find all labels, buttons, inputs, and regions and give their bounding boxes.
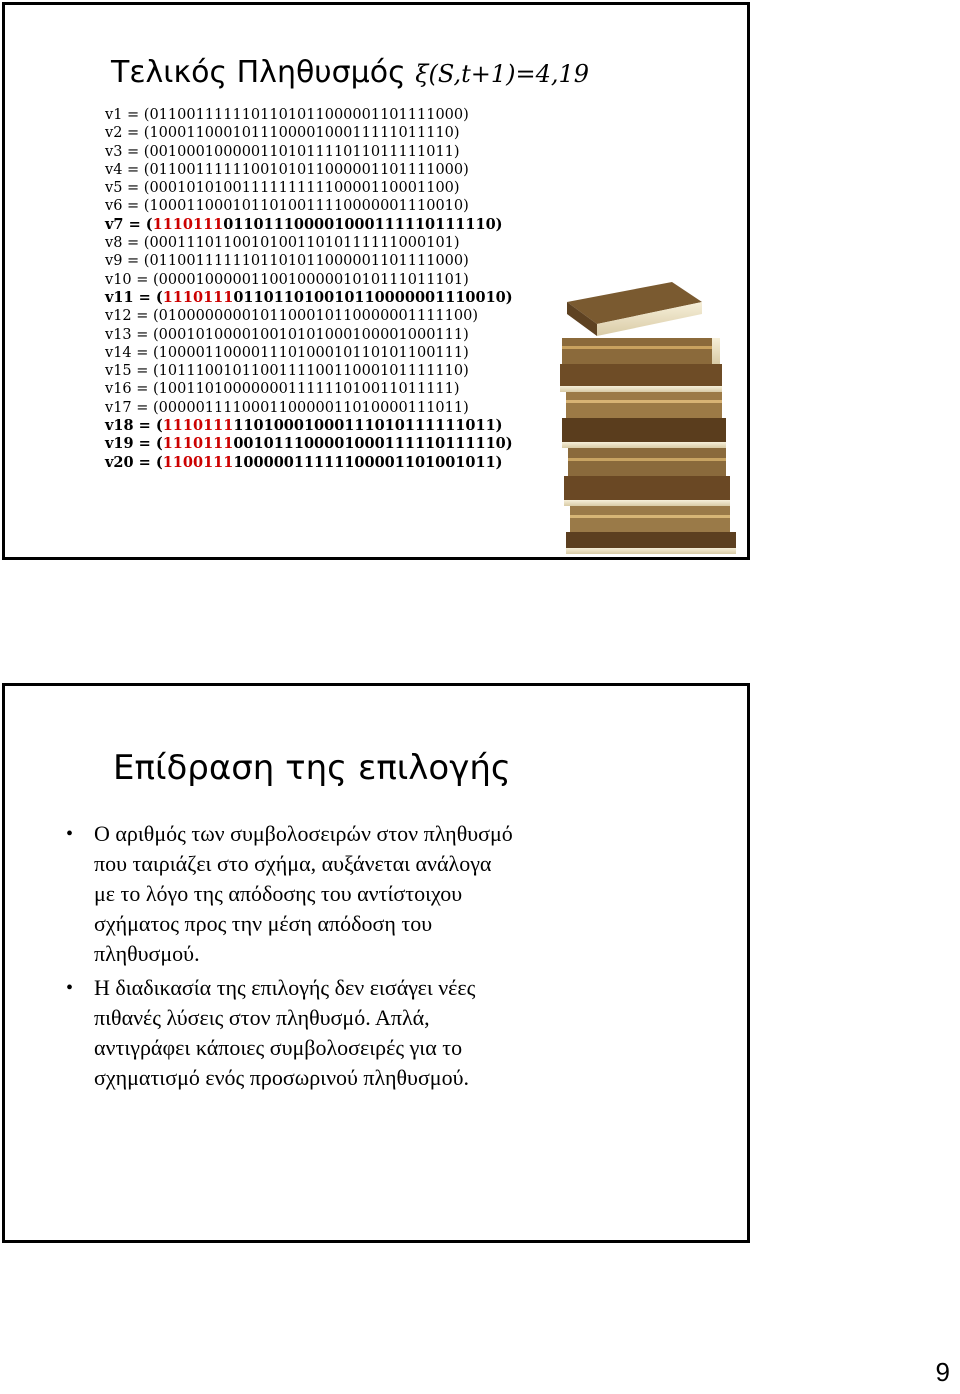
vector-label: v18 = ( — [105, 417, 163, 435]
vector-bits: 01101101001011000000111001 — [233, 288, 496, 306]
book-5 — [562, 418, 726, 448]
vector-label: v13 = ( — [105, 326, 159, 343]
book-7 — [564, 476, 730, 506]
vector-close: 00) — [444, 107, 469, 123]
vector-close: 1) — [485, 453, 503, 471]
book-1 — [567, 282, 702, 336]
vector-row — [105, 362, 513, 380]
vector-bits: 00101110000100011111011111 — [233, 435, 496, 453]
book-3 — [560, 364, 722, 392]
vector-bits: 00010101001111111111000011000110 — [149, 180, 445, 197]
vector-label: v3 = ( — [105, 143, 150, 160]
vector-close: 1) — [453, 271, 469, 288]
book-stack-image — [552, 262, 744, 556]
vector-label: v2 = ( — [105, 125, 150, 142]
vector-label: v12 = ( — [105, 308, 159, 325]
vector-bits: 00010100001001010100010000100011 — [158, 326, 454, 343]
vector-row — [105, 454, 513, 472]
bullet-text: Η διαδικασία της επιλογής δεν εισάγει νέες πιθανές λύσεις στον πληθυσμό. Απλά, αντιγράφει κάποιες συμβολοσειρές για το σχηματισμό ενός προσωρινού πληθυσμού. — [94, 975, 476, 1090]
slide-1-title-main: Τελικός Πληθυσμός — [111, 55, 406, 90]
vector-bits: 01000000001011000101100000011111 — [158, 308, 454, 325]
book-2 — [562, 338, 720, 364]
vector-close: 1) — [444, 235, 460, 252]
vector-highlight: 1110111 — [162, 288, 234, 306]
vector-highlight: 1100111 — [162, 453, 234, 471]
vector-close: 0) — [495, 288, 513, 306]
vector-label: v9 = ( — [105, 253, 150, 270]
vector-close: 00) — [444, 161, 469, 178]
slide-1-title — [111, 55, 589, 90]
vector-bits: 11010001000111010111111011 — [233, 417, 496, 435]
vector-label: v4 = ( — [105, 161, 150, 178]
vector-close: 0) — [485, 215, 503, 233]
vector-bits: 10001100010110100111100000011100 — [149, 198, 445, 215]
vector-label: v11 = ( — [105, 288, 163, 306]
vector-row — [105, 216, 513, 234]
vector-close: ) — [495, 417, 503, 435]
vector-label: v16 = ( — [105, 381, 159, 398]
vector-row — [105, 161, 513, 179]
book-8 — [570, 506, 730, 532]
bullet-item — [66, 819, 516, 969]
vector-label: v6 = ( — [105, 198, 150, 215]
vector-list — [105, 106, 513, 472]
slide-1-title-formula: ξ(S,t+1)=4,19 — [415, 60, 590, 88]
vector-row — [105, 344, 513, 362]
vector-close: 0) — [495, 435, 513, 453]
vector-label: v7 = ( — [105, 215, 153, 233]
vector-close: 00) — [444, 253, 469, 270]
vector-label: v14 = ( — [105, 344, 159, 361]
vector-row — [105, 399, 513, 417]
vector-row — [105, 234, 513, 252]
vector-bits: 00011101100101001101011111100010 — [149, 235, 445, 252]
vector-close: 1) — [453, 399, 469, 416]
vector-row — [105, 380, 513, 398]
vector-close: ) — [453, 381, 460, 398]
bullet-icon: • — [66, 977, 74, 999]
vector-label: v5 = ( — [105, 180, 150, 197]
vector-bits: 00100010000011010111101101111101 — [149, 143, 445, 160]
vector-bits: 00001000001100100000101011101110 — [158, 271, 454, 288]
book-4 — [566, 392, 722, 418]
vector-row — [105, 124, 513, 142]
vector-close: 0) — [453, 363, 469, 380]
bullet-item — [66, 973, 516, 1093]
vector-bits: 01100111111011010110000011011110 — [149, 107, 445, 123]
vector-bits: 10000110000111010001011010110011 — [158, 344, 454, 361]
vector-bits: 01101110000100011111011111 — [223, 215, 486, 233]
vector-bits: 01100111111011010110000011011110 — [149, 253, 445, 270]
vector-label: v17 = ( — [105, 399, 159, 416]
vector-label: v1 = ( — [105, 107, 150, 123]
vector-row — [105, 307, 513, 325]
vector-close: 1) — [453, 326, 469, 343]
vector-label: v20 = ( — [105, 453, 163, 471]
bullet-text: Ο αριθμός των συμβολοσειρών στον πληθυσμό που ταιριάζει στο σχήμα, αυξάνεται ανάλογα με το λόγο της απόδοσης του αντίστοιχου σχήματος προς την μέση απόδοση του πληθυσμού. — [94, 821, 513, 966]
vector-close: 1) — [453, 344, 469, 361]
vector-close: 00) — [453, 308, 478, 325]
vector-row — [105, 143, 513, 161]
vector-row — [105, 197, 513, 215]
vector-label: v15 = ( — [105, 363, 159, 380]
vector-row — [105, 326, 513, 344]
book-6 — [568, 448, 726, 476]
vector-highlight: 1110111 — [152, 215, 224, 233]
vector-close: 1) — [444, 143, 460, 160]
book-9 — [566, 532, 736, 554]
bullet-list — [66, 819, 516, 1097]
vector-row — [105, 106, 513, 124]
vector-label: v8 = ( — [105, 235, 150, 252]
slide-2-title: Επίδραση της επιλογής — [113, 748, 511, 788]
vector-close: 0) — [444, 180, 460, 197]
vector-bits: 10001100010111000010001111101111 — [149, 125, 445, 142]
vector-bits: 00000111100011000001101000011101 — [158, 399, 454, 416]
vector-bits: 01100111111001010110000011011110 — [149, 161, 445, 178]
page-number: 9 — [935, 1357, 950, 1387]
vector-close: 10) — [444, 198, 469, 215]
vector-highlight: 1110111 — [162, 417, 234, 435]
vector-row — [105, 417, 513, 435]
vector-row — [105, 271, 513, 289]
vector-row — [105, 435, 513, 453]
vector-bits: 1000001111110000110100101 — [233, 453, 486, 471]
vector-highlight: 1110111 — [162, 435, 234, 453]
vector-row — [105, 179, 513, 197]
vector-label: v10 = ( — [105, 271, 159, 288]
vector-row — [105, 289, 513, 307]
vector-label: v19 = ( — [105, 435, 163, 453]
vector-bits: 10011010000000111111010011011111 — [158, 381, 454, 398]
vector-bits: 10111001011001111001100010111111 — [158, 363, 454, 380]
bullet-icon: • — [66, 823, 74, 845]
vector-row — [105, 252, 513, 270]
vector-close: 0) — [444, 125, 460, 142]
